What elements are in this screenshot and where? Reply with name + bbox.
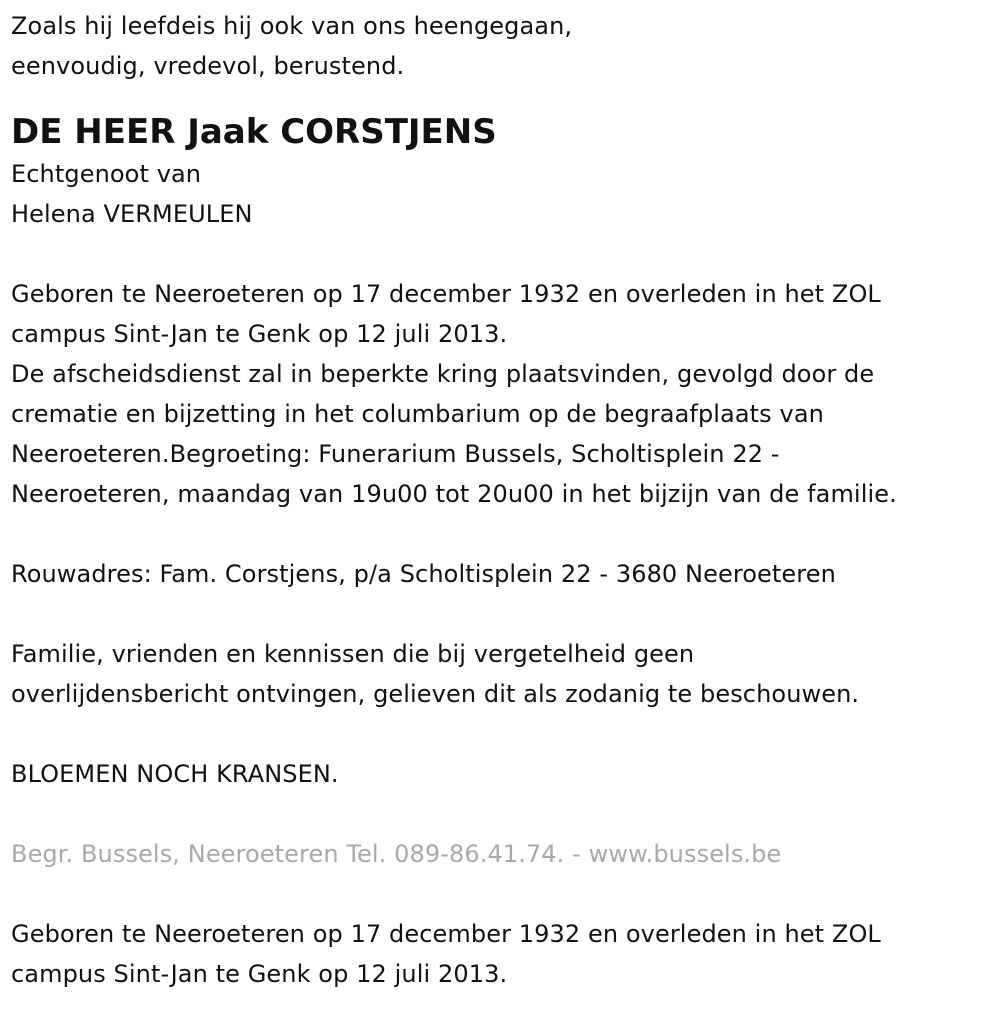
spacer bbox=[11, 514, 1000, 554]
spouse-label: Echtgenoot van bbox=[11, 160, 202, 188]
spacer bbox=[11, 594, 1000, 634]
intro-line: Zoals hij leefdeis hij ook van ons heengegaan, bbox=[11, 12, 573, 40]
details-line: Neeroeteren.Begroeting: Funerarium Bussels, Scholtisplein 22 - bbox=[11, 440, 780, 468]
summary-paragraph bbox=[11, 914, 1000, 994]
details-line: De afscheidsdienst zal in beperkte kring plaatsvinden, gevolgd door de bbox=[11, 360, 875, 388]
mourning-address: Rouwadres: Fam. Corstjens, p/a Scholtisplein 22 - 3680 Neeroeteren bbox=[11, 560, 836, 588]
spacer bbox=[11, 714, 1000, 754]
spouse-name: Helena VERMEULEN bbox=[11, 200, 253, 228]
spacer bbox=[11, 234, 1000, 274]
funeral-home-credit: Begr. Bussels, Neeroeteren Tel. 089-86.41.74. - www.bussels.be bbox=[11, 840, 782, 868]
spacer bbox=[11, 86, 1000, 106]
details-line: Neeroeteren, maandag van 19u00 tot 20u00 in het bijzijn van de familie. bbox=[11, 480, 897, 508]
spacer bbox=[11, 874, 1000, 914]
notice-line: overlijdensbericht ontvingen, gelieven dit als zodanig te beschouwen. bbox=[11, 680, 860, 708]
summary-line: Geboren te Neeroeteren op 17 december 1932 en overleden in het ZOL bbox=[11, 920, 881, 948]
details-line: campus Sint-Jan te Genk op 12 juli 2013. bbox=[11, 320, 508, 348]
spacer bbox=[11, 794, 1000, 834]
details-line: Geboren te Neeroeteren op 17 december 1932 en overleden in het ZOL bbox=[11, 280, 881, 308]
intro-line: eenvoudig, vredevol, berustend. bbox=[11, 52, 405, 80]
notice-paragraph bbox=[11, 634, 1000, 714]
deceased-block bbox=[11, 112, 1000, 234]
deceased-title: DE HEER Jaak CORSTJENS bbox=[11, 112, 497, 152]
flowers-notice: BLOEMEN NOCH KRANSEN. bbox=[11, 760, 339, 788]
summary-line: campus Sint-Jan te Genk op 12 juli 2013. bbox=[11, 960, 508, 988]
intro-verse bbox=[11, 6, 1000, 86]
details-line: crematie en bijzetting in het columbarium op de begraafplaats van bbox=[11, 400, 824, 428]
details-paragraph bbox=[11, 274, 1000, 514]
notice-line: Familie, vrienden en kennissen die bij vergetelheid geen bbox=[11, 640, 695, 668]
